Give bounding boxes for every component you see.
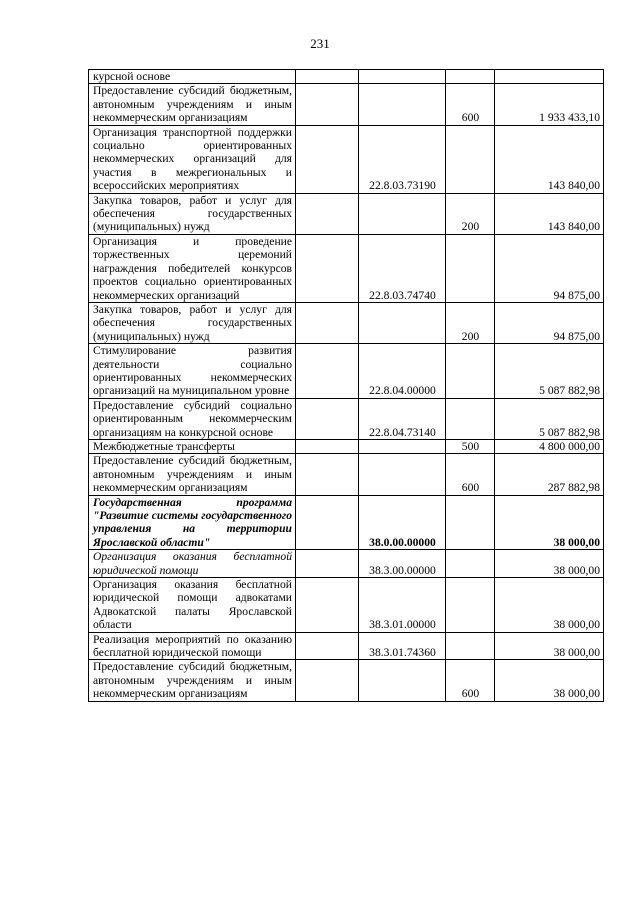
row-name-cell: Закупка товаров, работ и услуг для обеспечения государственных (муниципальных) нужд (89, 193, 296, 234)
row-sum-cell: 38 000,00 (495, 550, 604, 578)
row-code-cell (359, 439, 446, 453)
table-row (89, 234, 604, 302)
row-empty-cell (296, 344, 359, 399)
row-name-cell: Предоставление субсидий бюджетным, автономным учреждениям и иным некоммерческим организациям (89, 660, 296, 701)
row-expense-type-cell (446, 550, 495, 578)
row-name-cell: Организация транспортной поддержки социально ориентированных некоммерческих организаций для участия в межрегиональных и всероссийских мероприятиях (89, 125, 296, 193)
row-code-cell (359, 660, 446, 701)
row-code-cell (359, 302, 446, 343)
row-name-cell: Организация и проведение торжественных церемоний награждения победителей конкурсов проектов социально ориентированных некоммерческих организаций (89, 234, 296, 302)
row-name-cell: Организация оказания бесплатной юридической помощи адвокатами Адвокатской палаты Ярославской области (89, 578, 296, 633)
row-empty-cell (296, 439, 359, 453)
row-name-cell: Стимулирование развития деятельности социально ориентированных некоммерческих организаций на муниципальном уровне (89, 344, 296, 399)
row-expense-type-cell: 500 (446, 439, 495, 453)
row-empty-cell (296, 454, 359, 495)
row-code-cell: 38.0.00.00000 (359, 495, 446, 550)
row-sum-cell: 4 800 000,00 (495, 439, 604, 453)
row-empty-cell (296, 398, 359, 439)
row-name-cell: Предоставление субсидий социально ориентированным некоммерческим организациям на конкурсной основе (89, 398, 296, 439)
table-row (89, 495, 604, 550)
table-row (89, 70, 604, 84)
row-sum-cell: 287 882,98 (495, 454, 604, 495)
table-row (89, 344, 604, 399)
row-sum-cell: 5 087 882,98 (495, 344, 604, 399)
page-number: 231 (310, 36, 330, 51)
budget-table-body (89, 70, 604, 702)
row-empty-cell (296, 234, 359, 302)
table-row (89, 454, 604, 495)
row-sum-cell: 38 000,00 (495, 578, 604, 633)
row-sum-cell: 1 933 433,10 (495, 84, 604, 125)
row-empty-cell (296, 302, 359, 343)
row-code-cell (359, 454, 446, 495)
budget-table (88, 69, 604, 702)
row-empty-cell (296, 632, 359, 660)
row-empty-cell (296, 70, 359, 84)
row-expense-type-cell (446, 125, 495, 193)
row-expense-type-cell: 200 (446, 193, 495, 234)
table-row (89, 578, 604, 633)
row-name-cell: курсной основе (89, 70, 296, 84)
row-empty-cell (296, 193, 359, 234)
table-row (89, 632, 604, 660)
table-row (89, 193, 604, 234)
row-expense-type-cell: 600 (446, 454, 495, 495)
table-row (89, 660, 604, 701)
row-code-cell: 22.8.04.00000 (359, 344, 446, 399)
row-code-cell (359, 84, 446, 125)
row-sum-cell: 38 000,00 (495, 632, 604, 660)
row-name-cell: Государственная программа "Развитие системы государственного управления на территории Ярославской области" (89, 495, 296, 550)
row-sum-cell (495, 70, 604, 84)
table-row (89, 398, 604, 439)
row-empty-cell (296, 495, 359, 550)
row-sum-cell: 38 000,00 (495, 495, 604, 550)
row-sum-cell: 143 840,00 (495, 125, 604, 193)
row-code-cell (359, 70, 446, 84)
row-empty-cell (296, 660, 359, 701)
row-code-cell: 38.3.01.74360 (359, 632, 446, 660)
row-name-cell: Предоставление субсидий бюджетным, автономным учреждениям и иным некоммерческим организациям (89, 84, 296, 125)
row-empty-cell (296, 578, 359, 633)
row-expense-type-cell (446, 398, 495, 439)
row-code-cell (359, 193, 446, 234)
row-expense-type-cell: 600 (446, 84, 495, 125)
row-sum-cell: 143 840,00 (495, 193, 604, 234)
row-expense-type-cell: 600 (446, 660, 495, 701)
row-name-cell: Межбюджетные трансферты (89, 439, 296, 453)
table-row (89, 302, 604, 343)
table-row (89, 439, 604, 453)
row-sum-cell: 38 000,00 (495, 660, 604, 701)
row-expense-type-cell: 200 (446, 302, 495, 343)
row-name-cell: Предоставление субсидий бюджетным, автономным учреждениям и иным некоммерческим организациям (89, 454, 296, 495)
row-expense-type-cell (446, 344, 495, 399)
row-expense-type-cell (446, 495, 495, 550)
row-name-cell: Организация оказания бесплатной юридической помощи (89, 550, 296, 578)
row-expense-type-cell (446, 578, 495, 633)
row-sum-cell: 5 087 882,98 (495, 398, 604, 439)
row-name-cell: Реализация мероприятий по оказанию бесплатной юридической помощи (89, 632, 296, 660)
row-empty-cell (296, 550, 359, 578)
row-code-cell: 22.8.04.73140 (359, 398, 446, 439)
row-code-cell: 22.8.03.73190 (359, 125, 446, 193)
row-sum-cell: 94 875,00 (495, 234, 604, 302)
row-code-cell: 38.3.00.00000 (359, 550, 446, 578)
row-empty-cell (296, 125, 359, 193)
table-row (89, 84, 604, 125)
row-sum-cell: 94 875,00 (495, 302, 604, 343)
row-name-cell: Закупка товаров, работ и услуг для обеспечения государственных (муниципальных) нужд (89, 302, 296, 343)
table-row (89, 550, 604, 578)
row-expense-type-cell (446, 70, 495, 84)
row-expense-type-cell (446, 632, 495, 660)
table-row (89, 125, 604, 193)
row-code-cell: 38.3.01.00000 (359, 578, 446, 633)
row-expense-type-cell (446, 234, 495, 302)
row-code-cell: 22.8.03.74740 (359, 234, 446, 302)
row-empty-cell (296, 84, 359, 125)
